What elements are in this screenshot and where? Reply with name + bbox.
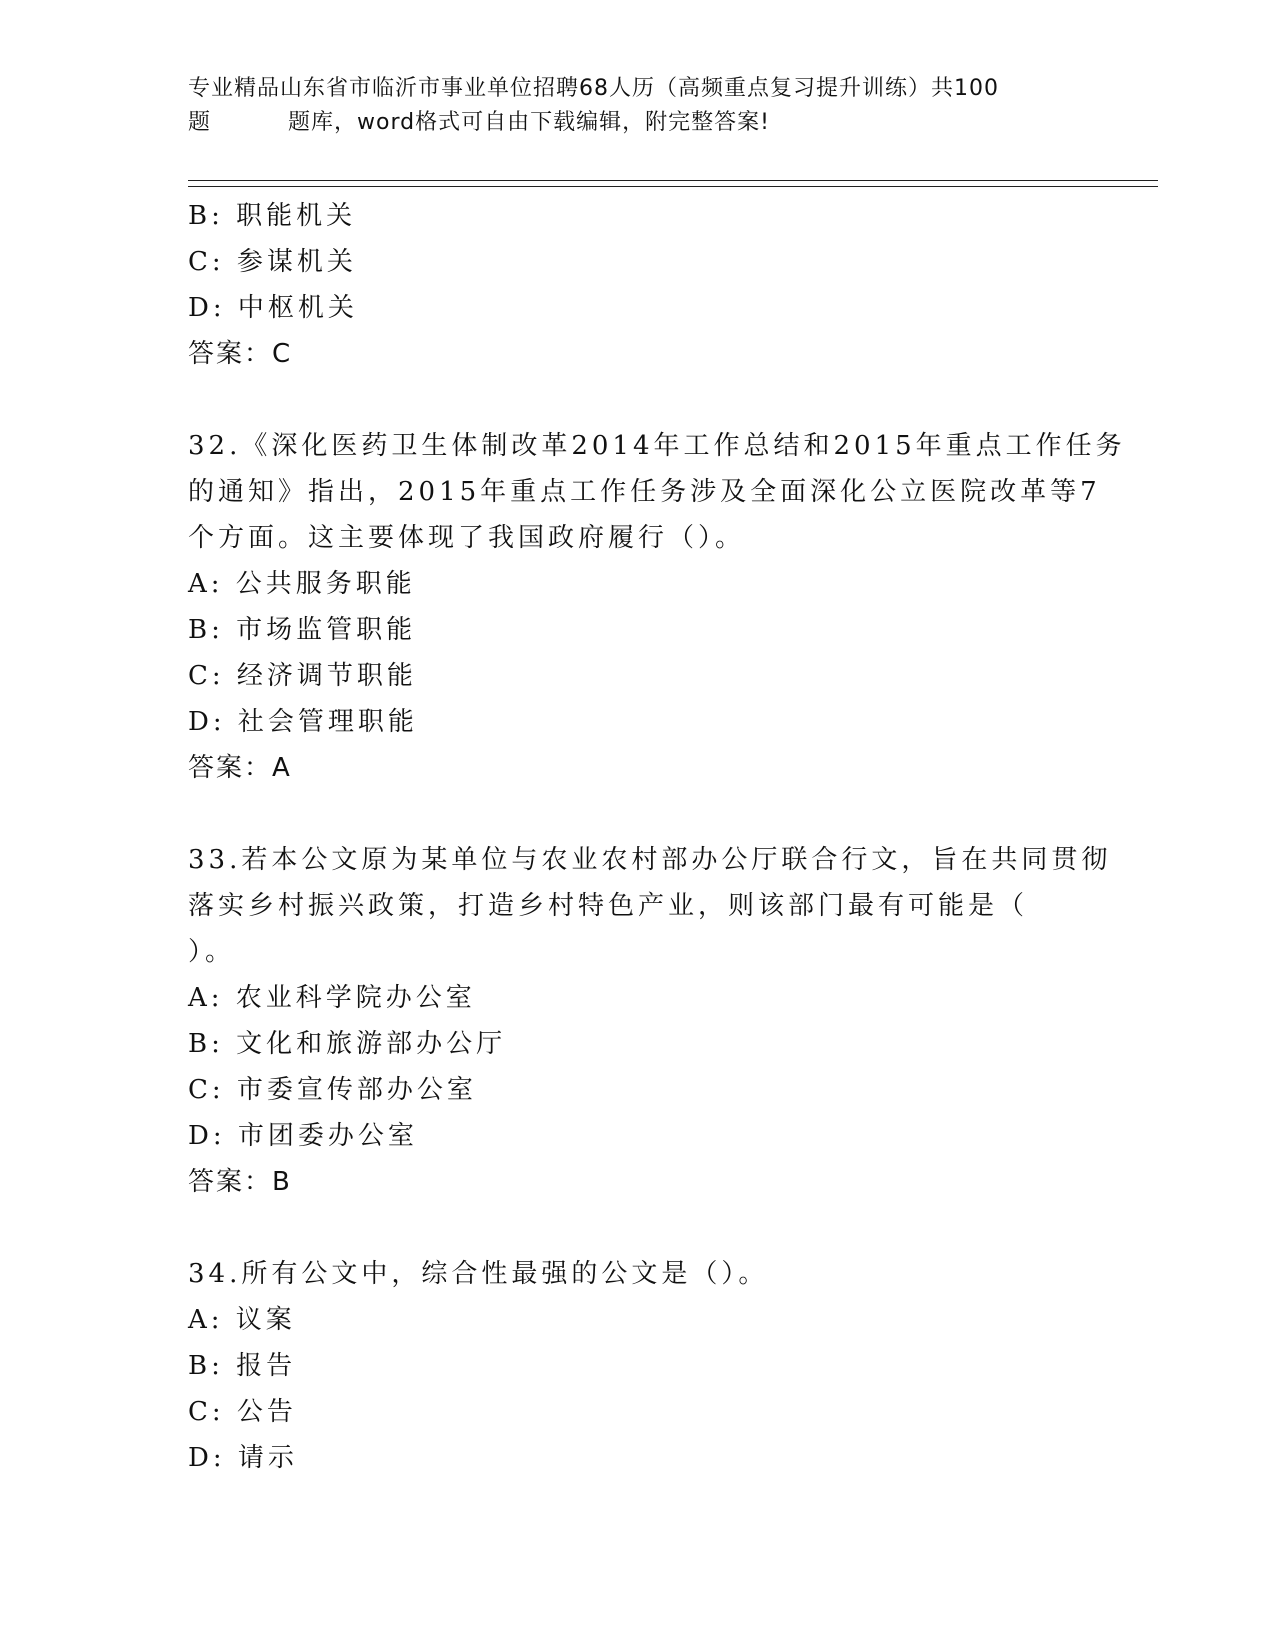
option-b: B: 报告	[188, 1351, 297, 1381]
option-a: A: 农业科学院办公室	[188, 983, 476, 1013]
document-header	[188, 72, 1088, 140]
question-32	[188, 423, 1126, 791]
option-d: D: 请示	[188, 1443, 298, 1473]
option-a: A: 议案	[188, 1305, 296, 1335]
option-d: D: 市团委办公室	[188, 1121, 418, 1151]
answer-line: 答案：A	[188, 753, 292, 783]
option-c: C: 市委宣传部办公室	[188, 1075, 477, 1105]
option-a: A: 公共服务职能	[188, 569, 416, 599]
question-31-continuation	[188, 193, 1088, 377]
question-stem-line: 32.《深化医药卫生体制改革2014年工作总结和2015年重点工作任务	[188, 431, 1126, 461]
header-rule-bottom	[188, 186, 1158, 187]
question-stem-line: 个方面。这主要体现了我国政府履行（）。	[188, 523, 746, 553]
option-b: B: 职能机关	[188, 201, 357, 231]
header-title-line1: 专业精品山东省市临沂市事业单位招聘68人历（高频重点复习提升训练）共100	[188, 76, 999, 101]
option-c: C: 经济调节职能	[188, 661, 417, 691]
spacer	[188, 377, 1088, 423]
question-stem-line: 的通知》指出，2015年重点工作任务涉及全面深化公立医院改革等7	[188, 477, 1101, 507]
answer-line: 答案：B	[188, 1167, 292, 1197]
option-d: D: 社会管理职能	[188, 707, 418, 737]
header-title-line2	[188, 106, 1088, 140]
question-stem-line: 落实乡村振兴政策，打造乡村特色产业，则该部门最有可能是（	[188, 891, 1029, 921]
header-rule-top	[188, 180, 1158, 181]
answer-line: 答案：C	[188, 339, 293, 369]
question-33	[188, 837, 1112, 1205]
option-c: C: 参谋机关	[188, 247, 357, 277]
option-b: B: 文化和旅游部办公厅	[188, 1029, 507, 1059]
question-stem-line: 33.若本公文原为某单位与农业农村部办公厅联合行文，旨在共同贯彻	[188, 845, 1112, 875]
option-d: D: 中枢机关	[188, 293, 358, 323]
document-body	[188, 193, 1126, 1481]
question-stem-line: 34.所有公文中，综合性最强的公文是（）。	[188, 1259, 769, 1289]
header-line2-left: 题	[188, 110, 212, 135]
spacer	[188, 791, 1088, 837]
spacer	[188, 1205, 1088, 1251]
header-line2-right: 题库，word格式可自由下载编辑，附完整答案!	[288, 110, 770, 135]
question-stem-line: ）。	[188, 937, 236, 967]
question-34	[188, 1251, 1088, 1481]
option-b: B: 市场监管职能	[188, 615, 417, 645]
option-c: C: 公告	[188, 1397, 297, 1427]
